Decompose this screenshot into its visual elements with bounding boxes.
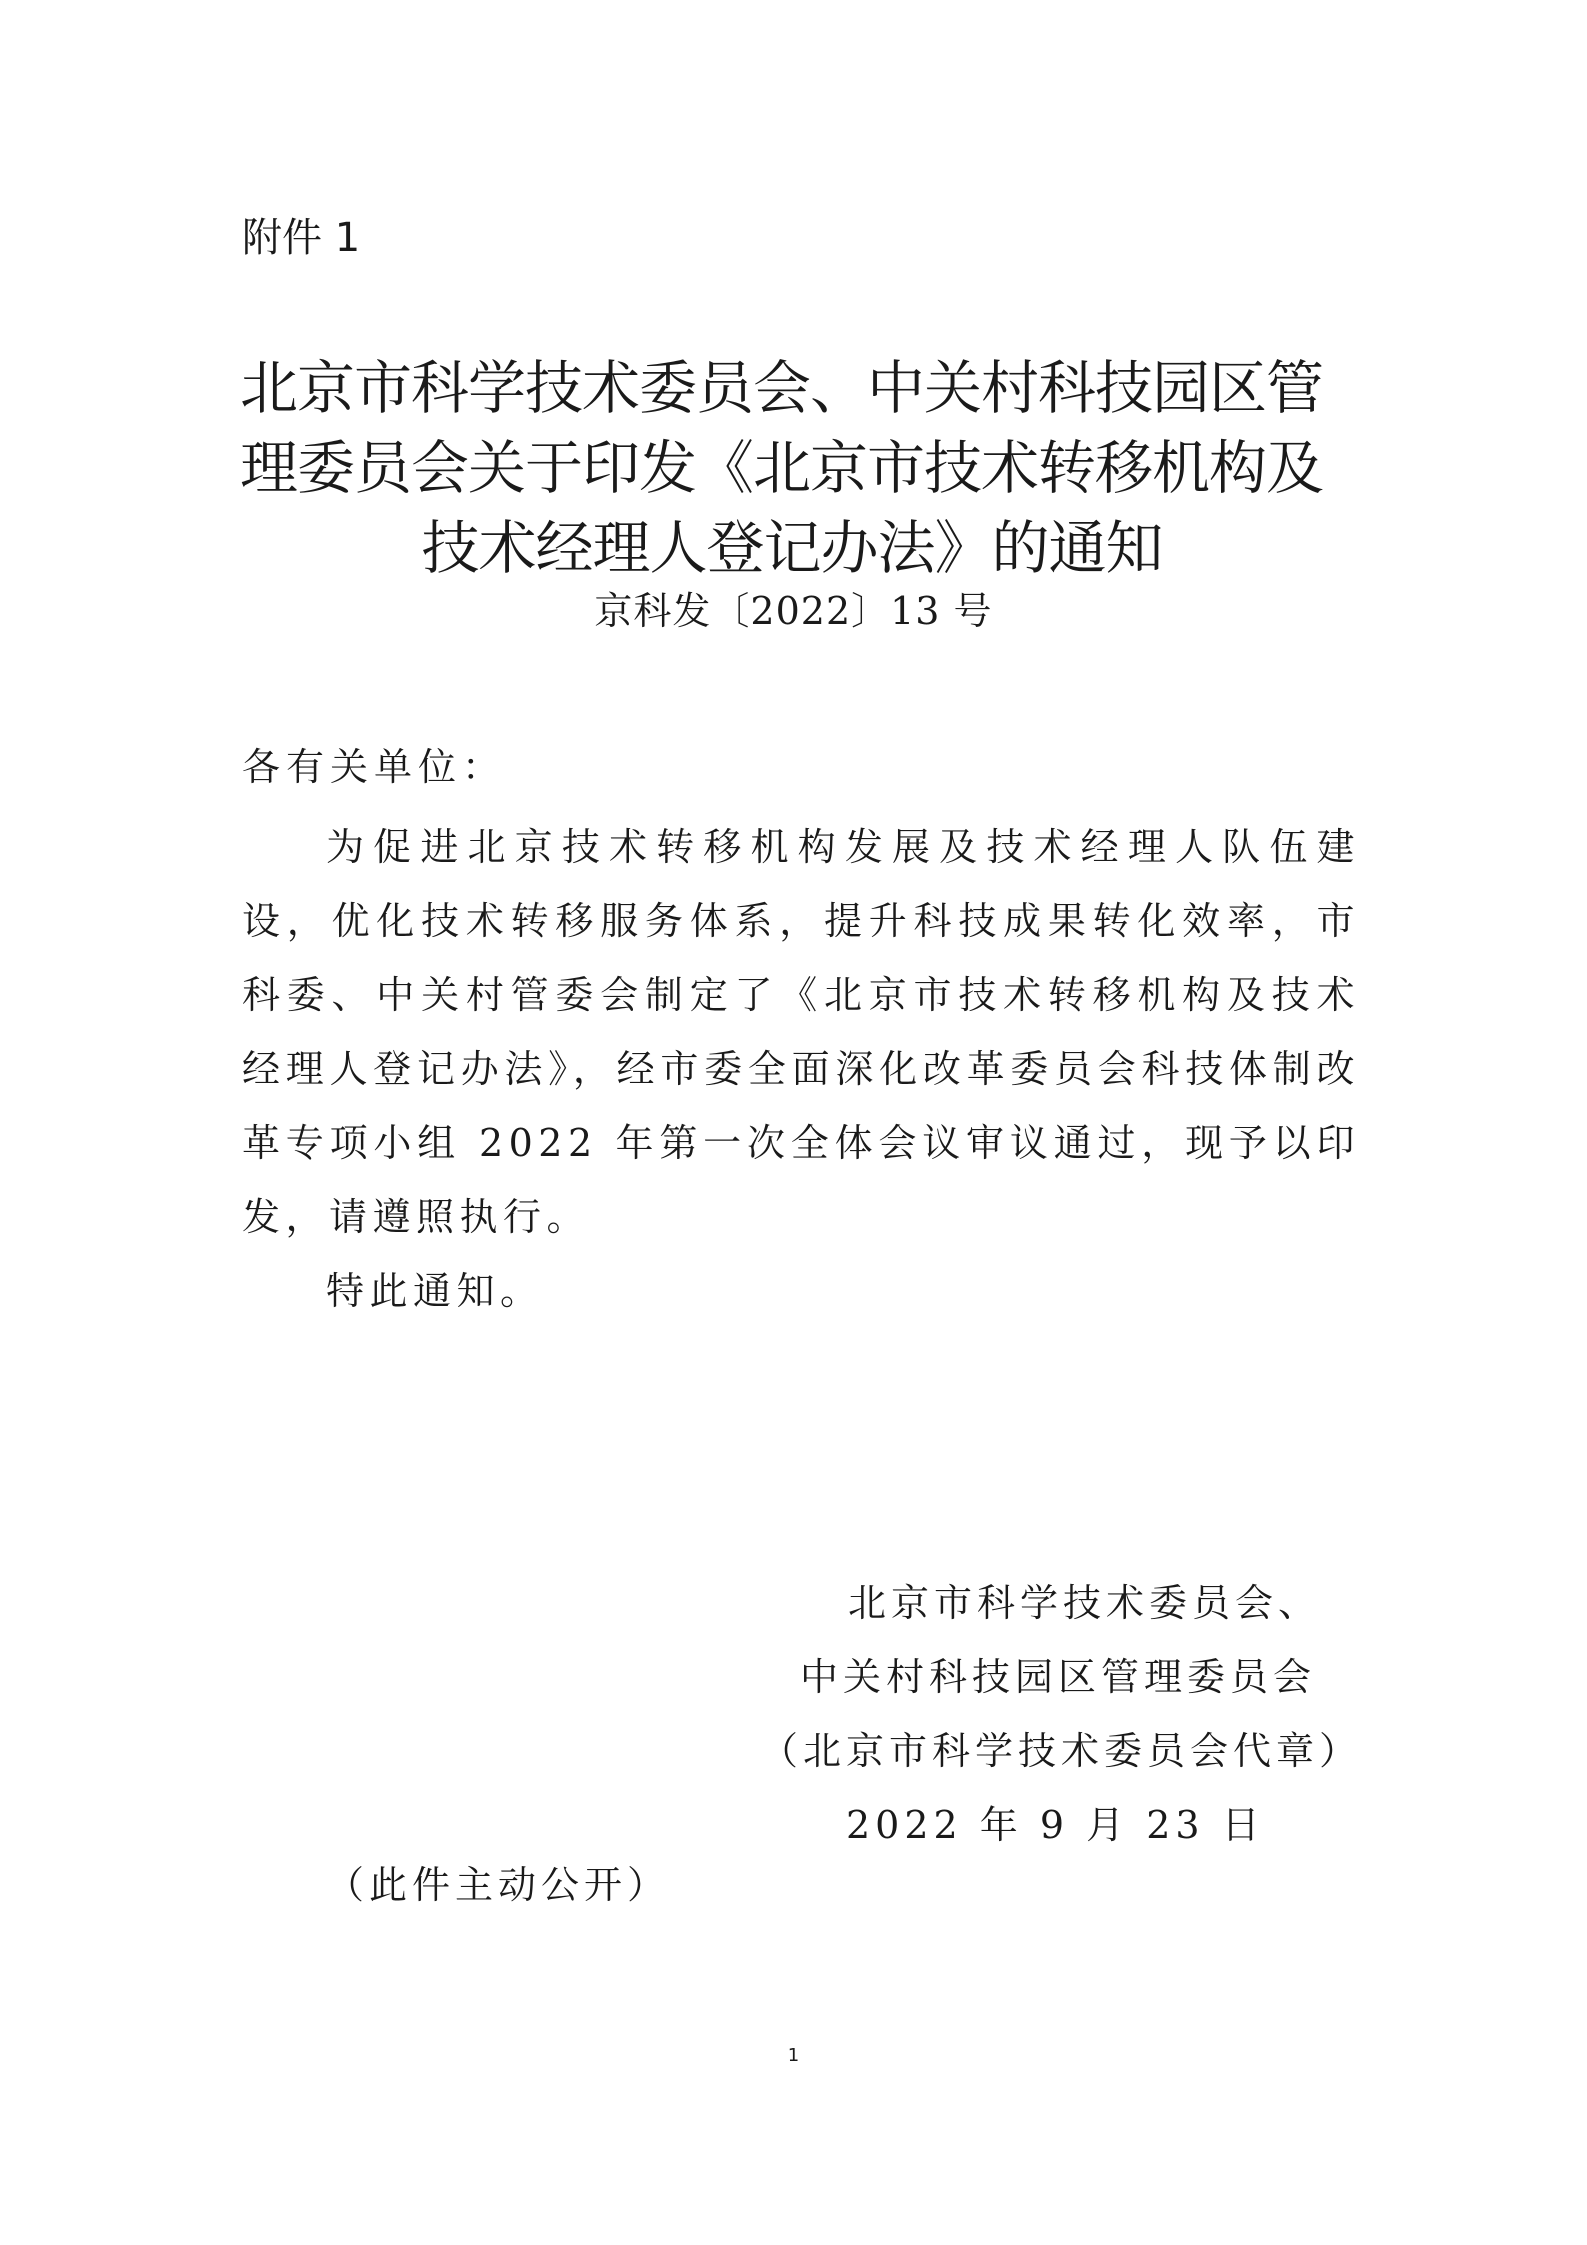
body-paragraph-2: 特此通知。: [326, 1269, 544, 1313]
signature-date: 2022 年 9 月 23 日: [846, 1803, 1265, 1847]
page-number: 1: [787, 2045, 800, 2066]
body-text: [242, 810, 1360, 1328]
title-line-3: 技术经理人登记办法》的通知: [421, 514, 1163, 582]
signature-seal-note: （北京市科学技术委员会代章）: [760, 1729, 1363, 1773]
salutation: 各有关单位：: [242, 745, 507, 789]
document-number: 京科发〔2022〕13 号: [594, 589, 993, 633]
body-paragraph-1: 为促进北京技术转移机构发展及技术经理人队伍建设，优化技术转移服务体系，提升科技成果转化效率，市科委、中关村管委会制定了《北京市技术转移机构及技术经理人登记办法》，经市委全面深化改革委员会科技体制改革专项小组 2022 年第一次全体会议审议通过，现予以印发，请遵照执行。: [242, 825, 1360, 1239]
signature-block: [760, 1566, 1363, 1862]
document-title: [232, 348, 1362, 588]
attachment-label: 附件 1: [242, 215, 361, 261]
title-line-2: 理委员会关于印发《北京市技术转移机构及: [240, 434, 1324, 502]
title-line-1: 北京市科学技术委员会、中关村科技园区管: [240, 354, 1324, 422]
signature-org-1: 北京市科学技术委员会、: [848, 1581, 1322, 1625]
public-disclosure-note: （此件主动公开）: [326, 1863, 671, 1907]
signature-org-2: 中关村科技园区管理委员会: [800, 1655, 1317, 1699]
